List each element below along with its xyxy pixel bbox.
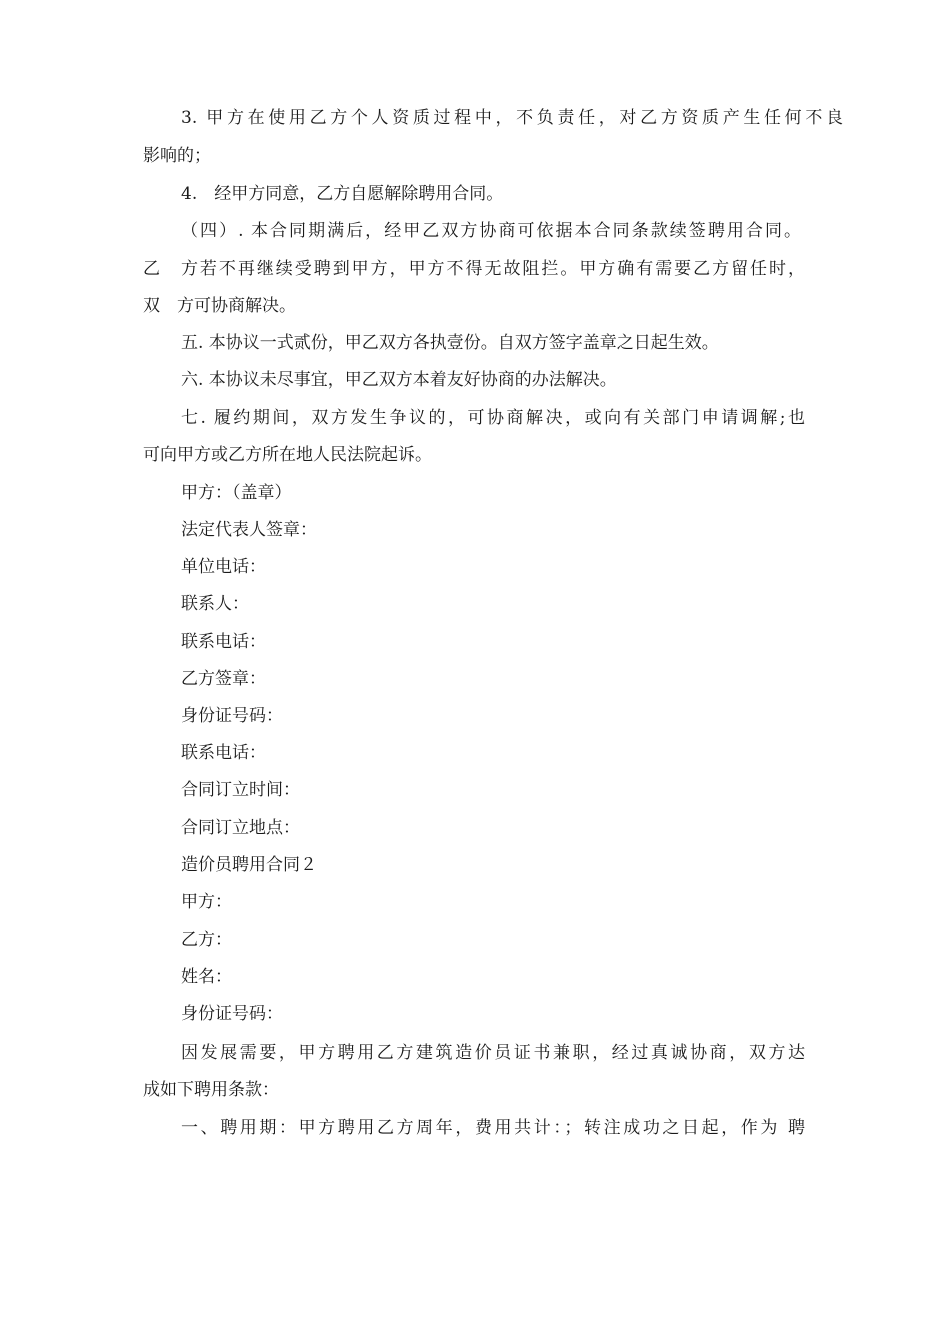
- paragraph-line: 影响的；: [143, 146, 211, 166]
- signature-field: 法定代表人签章：: [181, 520, 317, 540]
- paragraph-line: 因发展需要，甲方聘用乙方建筑造价员证书兼职，经过真诚协商，双方达: [181, 1043, 805, 1063]
- signature-field: 合同订立时间：: [181, 780, 300, 800]
- paragraph-line: 一、聘用期：甲方聘用乙方周年，费用共计：；转注成功之日起，作为 聘: [181, 1118, 805, 1138]
- paragraph-line: 双 方可协商解决。: [143, 296, 296, 316]
- signature-field: 合同订立地点：: [181, 818, 300, 838]
- party-field: 身份证号码：: [181, 1004, 283, 1024]
- paragraph-line: 六. 本协议未尽事宜，甲乙双方本着友好协商的办法解决。: [181, 370, 617, 390]
- paragraph-line: 可向甲方或乙方所在地人民法院起诉。: [143, 445, 432, 465]
- paragraph-line: 乙 方若不再继续受聘到甲方，甲方不得无故阻拦。甲方确有需要乙方留任时，: [143, 259, 805, 279]
- paragraph-line: （四）. 本合同期满后，经甲乙双方协商可依据本合同条款续签聘用合同。: [181, 221, 801, 241]
- section-title: 造价员聘用合同２: [181, 855, 317, 875]
- paragraph-line: 五. 本协议一式贰份，甲乙双方各执壹份。自双方签字盖章之日起生效。: [181, 333, 719, 353]
- party-field: 乙方：: [181, 930, 232, 950]
- signature-field: 甲方：（盖章）: [181, 483, 292, 503]
- paragraph-line: 七. 履约期间，双方发生争议的，可协商解决，或向有关部门申请调解;也: [181, 408, 805, 428]
- signature-field: 联系电话：: [181, 632, 266, 652]
- paragraph-line: 4. 经甲方同意，乙方自愿解除聘用合同。: [181, 184, 504, 204]
- paragraph-line: 3. 甲方在使用乙方个人资质过程中，不负责任，对乙方资质产生任何不良: [181, 108, 843, 128]
- signature-field: 单位电话：: [181, 557, 266, 577]
- paragraph-line: 成如下聘用条款：: [143, 1080, 279, 1100]
- party-field: 姓名：: [181, 967, 232, 987]
- signature-field: 联系人：: [181, 594, 249, 614]
- party-field: 甲方：: [181, 892, 232, 912]
- signature-field: 乙方签章：: [181, 669, 266, 689]
- signature-field: 联系电话：: [181, 743, 266, 763]
- signature-field: 身份证号码：: [181, 706, 283, 726]
